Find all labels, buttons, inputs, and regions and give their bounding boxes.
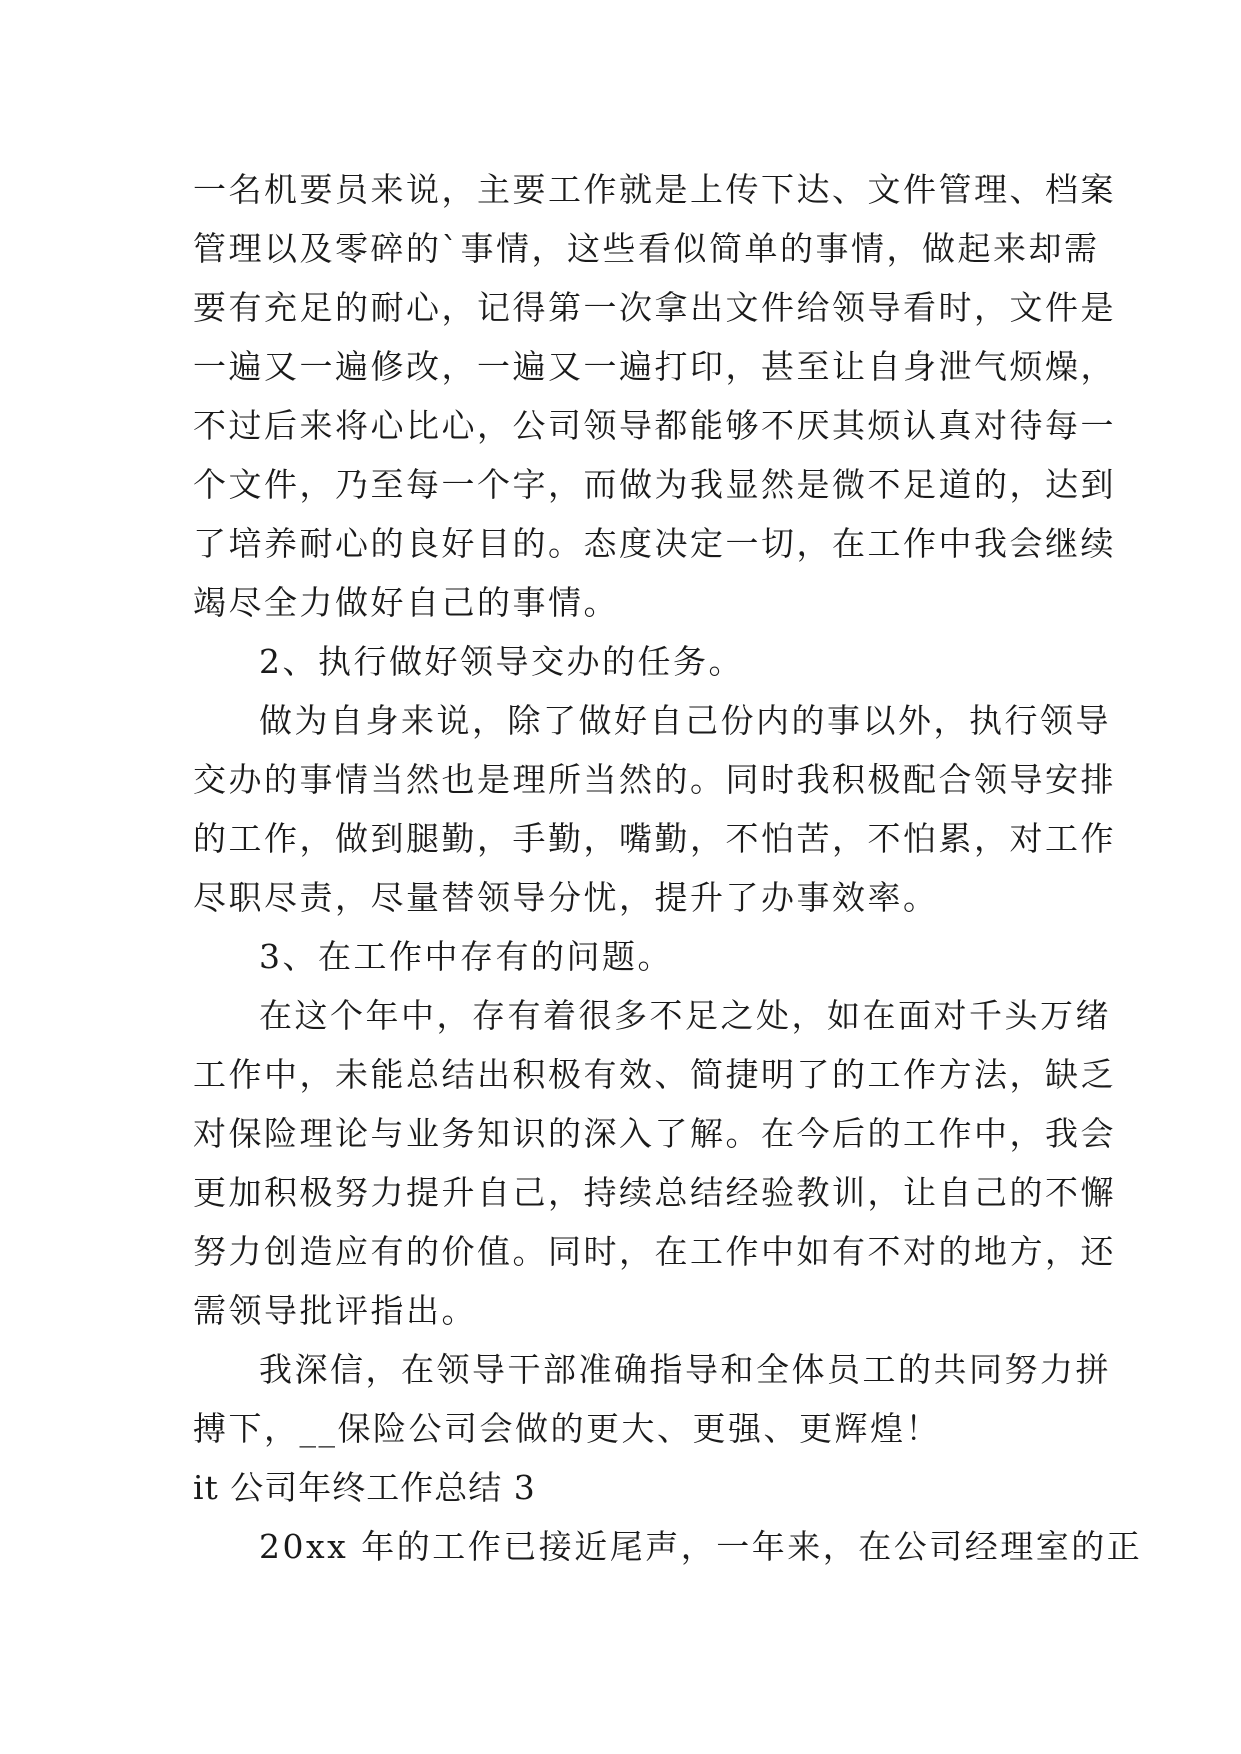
- text-line: 个文件，乃至每一个字，而做为我显然是微不足道的，达到: [193, 465, 1116, 504]
- text-line: 竭尽全力做好自己的事情。: [193, 583, 619, 622]
- text-line: 3、在工作中存有的问题。: [259, 937, 673, 976]
- text-line: 搏下，__保险公司会做的更大、更强、更辉煌！: [193, 1409, 941, 1448]
- paragraph: [193, 986, 1116, 1340]
- text-line: 在这个年中，存有着很多不足之处，如在面对千头万绪: [259, 996, 1111, 1035]
- text-line: 做为自身来说，除了做好自己份内的事以外，执行领导: [259, 701, 1111, 740]
- text-line: 更加积极努力提升自己，持续总结经验教训，让自己的不懈: [193, 1173, 1116, 1212]
- text-line: 努力创造应有的价值。同时，在工作中如有不对的地方，还: [193, 1232, 1116, 1271]
- document-body: [193, 160, 1143, 1576]
- section-item-heading: [193, 632, 1063, 691]
- paragraph: [193, 160, 1116, 632]
- text-line: 2、执行做好领导交办的任务。: [259, 642, 744, 681]
- text-line: 要有充足的耐心，记得第一次拿出文件给领导看时，文件是: [193, 288, 1116, 327]
- section-item-heading: [193, 927, 1063, 986]
- text-line: 对保险理论与业务知识的深入了解。在今后的工作中，我会: [193, 1114, 1116, 1153]
- text-line: 20xx 年的工作已接近尾声，一年来，在公司经理室的正: [259, 1527, 1143, 1566]
- text-line: 需领导批评指出。: [193, 1291, 477, 1330]
- text-line: 交办的事情当然也是理所当然的。同时我积极配合领导安排: [193, 760, 1116, 799]
- text-line: 不过后来将心比心，公司领导都能够不厌其烦认真对待每一: [193, 406, 1116, 445]
- text-line: 尽职尽责，尽量替领导分忧，提升了办事效率。: [193, 878, 939, 917]
- text-line: 管理以及零碎的`事情，这些看似简单的事情，做起来却需: [193, 229, 1100, 268]
- paragraph: [193, 1517, 1143, 1576]
- text-line: it 公司年终工作总结 3: [193, 1468, 536, 1507]
- text-line: 的工作，做到腿勤，手勤，嘴勤，不怕苦，不怕累，对工作: [193, 819, 1116, 858]
- paragraph: [193, 1340, 1111, 1458]
- text-line: 一遍又一遍修改，一遍又一遍打印，甚至让自身泄气烦燥，: [193, 347, 1116, 386]
- section-title: [193, 1458, 1063, 1517]
- text-line: 了培养耐心的良好目的。态度决定一切，在工作中我会继续: [193, 524, 1116, 563]
- text-line: 一名机要员来说，主要工作就是上传下达、文件管理、档案: [193, 170, 1116, 209]
- paragraph: [193, 691, 1116, 927]
- text-line: 工作中，未能总结出积极有效、简捷明了的工作方法，缺乏: [193, 1055, 1116, 1094]
- text-line: 我深信，在领导干部准确指导和全体员工的共同努力拼: [259, 1350, 1111, 1389]
